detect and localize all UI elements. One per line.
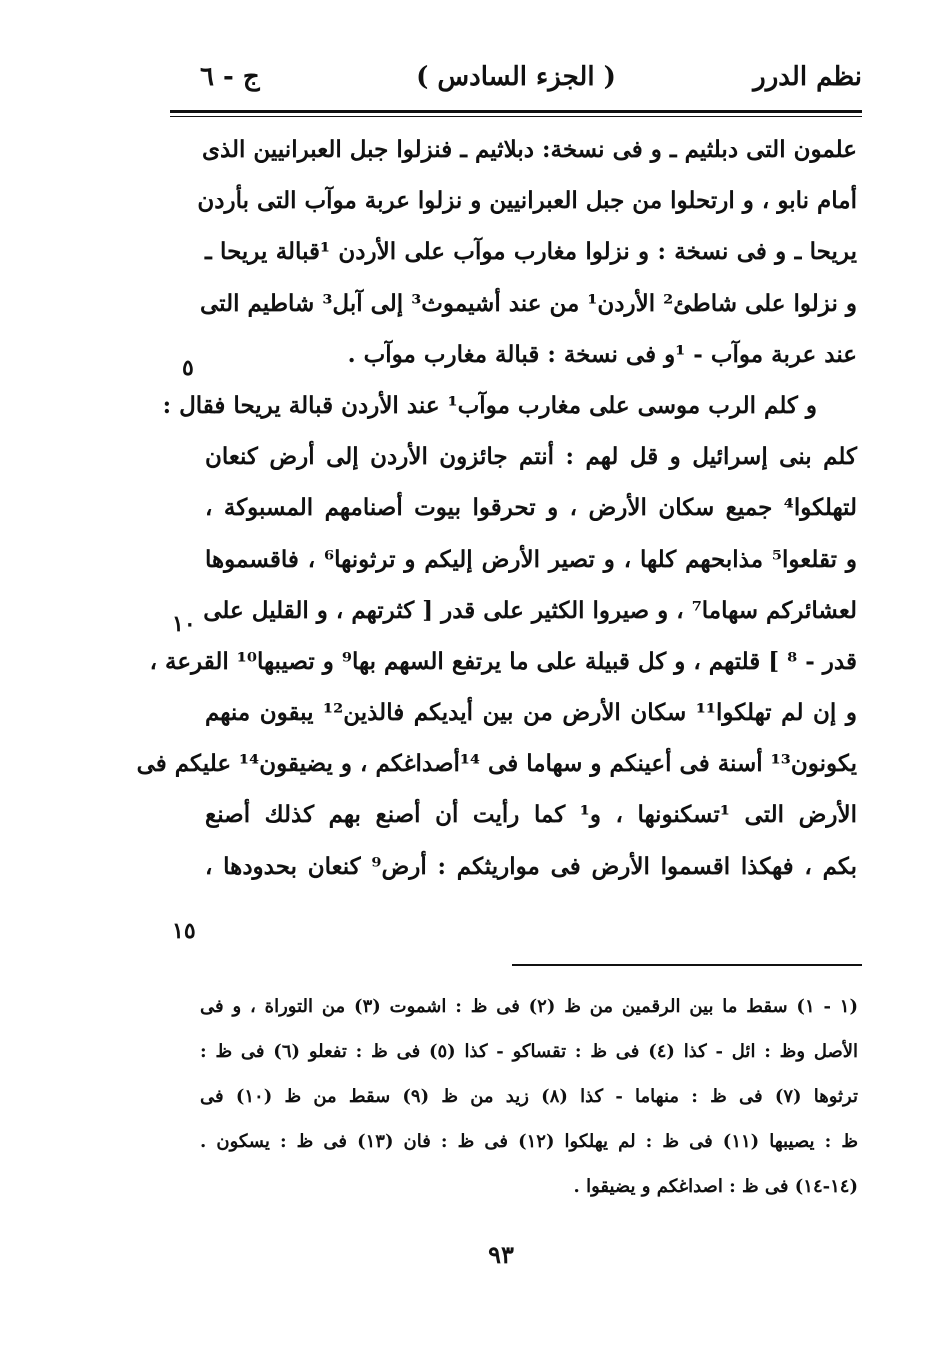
footnote-line: (١٤-١٤) فى ظ : اصداغكم و يضيقوا . bbox=[573, 1176, 858, 1197]
footnote-rule bbox=[512, 964, 862, 966]
text-line: أمام نابو ، و ارتحلوا من جبل العبرانيين و نزلوا عربة موآب التى بأردن bbox=[197, 187, 857, 215]
line-number-10: ١٠ bbox=[172, 611, 196, 637]
volume-label: ج - ٦ bbox=[200, 62, 260, 92]
book-title: نظم الدرر bbox=[753, 62, 862, 92]
text-line: و نزلوا على شاطئ² الأردن¹ من عند أشيموث³ إلى آبل³ شاطيم التى bbox=[199, 289, 857, 317]
page-number: ٩٣ bbox=[488, 1240, 514, 1269]
text-line: بكم ، فهكذا اقسموا الأرض فى مواريثكم : أرض⁹ كنعان بحدودها ، bbox=[205, 852, 857, 880]
header-rule-thin bbox=[170, 116, 862, 117]
text-line: عند عربة موآب - ¹و فى نسخة : قبالة مغارب موآب . bbox=[347, 340, 857, 368]
text-line: لتهلكوا⁴ جميع سكان الأرض ، و تحرقوا بيوت أصنامهم المسبوكة ، bbox=[205, 494, 857, 522]
footnote-line: (١ - ١) سقط ما بين الرقمين من ظ (٢) فى ظ : اشموت (٣) من التوراة ، و فى bbox=[200, 996, 858, 1017]
running-header bbox=[170, 56, 862, 106]
text-line: و تقلعوا⁵ مذابحهم كلها ، و تصير الأرض إليكم و ترثونها⁶ ، فاقسموها bbox=[205, 545, 857, 573]
header-rule bbox=[170, 110, 862, 113]
line-number-5: ٥ bbox=[182, 355, 194, 381]
footnote-line: ظ : يصيبها (١١) فى ظ : لم يهلكوا (١٢) فى ظ : فان (١٣) فى ظ : يسكون . bbox=[200, 1131, 858, 1152]
text-line: يريحا ـ و فى نسخة : و نزلوا مغارب موآب على الأردن ¹قبالة يريحا ـ bbox=[205, 238, 857, 266]
text-line: يكونون¹³ أسنة فى أعينكم و سهاما فى ¹⁴أصداغكم ، و يضيقون¹⁴ عليكم فى bbox=[136, 750, 857, 778]
text-line: و كلم الرب موسى على مغارب موآب¹ عند الأردن قبالة يريحا فقال : bbox=[162, 391, 817, 419]
text-line: علمون التى دبلثيم ـ و فى نسخة: دبلاثيم ـ فنزلوا جبل العبرانيين الذى bbox=[201, 136, 857, 163]
text-line: قدر - ⁸ ] قلتهم ، و كل قبيلة على ما يرتفع السهم بها⁹ و تصيبها¹⁰ القرعة ، bbox=[149, 647, 857, 675]
text-line: و إن لم تهلكوا¹¹ سكان الأرض من بين أيديكم فالذين¹² يبقون منهم bbox=[205, 699, 857, 727]
text-line: الأرض التى ¹تسكنونها ، و¹ كما رأيت أن أصنع بهم كذلك أصنع bbox=[205, 801, 857, 829]
footnote-line: ترثوها (٧) فى ظ : منهاما - كذا (٨) زيد من ظ (٩) سقط من ظ (١٠) فى bbox=[200, 1086, 859, 1107]
line-number-15: ١٥ bbox=[172, 918, 196, 944]
text-line: كلم بنى إسرائيل و قل لهم : أنتم جائزون الأردن إلى أرض كنعان bbox=[205, 443, 857, 471]
footnotes bbox=[200, 984, 858, 1209]
part-label: ( الجزء السادس ) bbox=[416, 62, 616, 92]
footnote-line: الأصل وظ : ائل - كذا (٤) فى ظ : تقساكو - كذا (٥) فى ظ : تفعلو (٦) فى ظ : bbox=[200, 1041, 859, 1062]
text-line: لعشائركم سهاما⁷ ، و صيروا الكثير على قدر [ كثرتهم ، و القليل على bbox=[203, 596, 857, 624]
